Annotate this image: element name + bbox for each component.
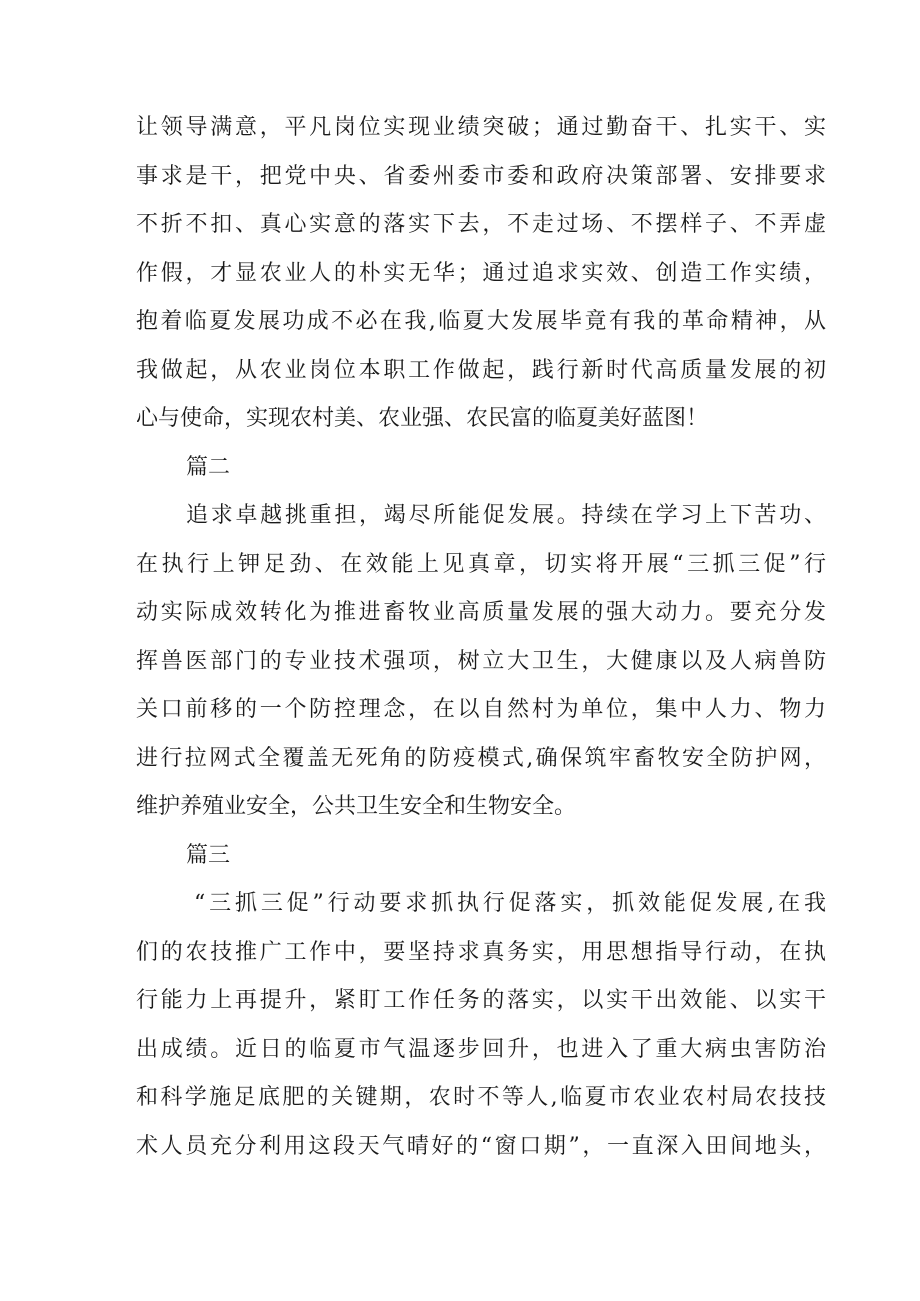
text-line: 动实际成效转化为推进畜牧业高质量发展的强大动力。要充分发 — [136, 600, 826, 625]
text-line: 作假，才显农业人的朴实无华；通过追求实效、创造工作实绩， — [136, 260, 826, 286]
text-line: 让领导满意，平凡岗位实现业绩突破；通过勤奋干、扎实干、实 — [136, 115, 826, 140]
text-line: 维护养殖业安全，公共卫生安全和生物安全。 — [136, 794, 577, 819]
text-line: 追求卓越挑重担，竭尽所能促发展。持续在学习上下苦功、 — [186, 503, 826, 528]
text-line: 和科学施足底肥的关键期，农时不等人,临夏市农业农村局农技技 — [136, 1085, 826, 1110]
text-line: 挥兽医部门的专业技术强项，树立大卫生，大健康以及人病兽防 — [136, 648, 826, 674]
section-one — [136, 104, 826, 444]
text-line: 在执行上钾足劲、在效能上见真章，切实将开展“三抓三促”行 — [136, 551, 826, 577]
text-line: 术人员充分利用这段天气晴好的“窗口期”，一直深入田间地头， — [136, 1133, 826, 1159]
text-line: 关口前移的一个防控理念，在以自然村为单位，集中人力、物力 — [136, 697, 826, 722]
text-line: 事求是干，把党中央、省委州委市委和政府决策部署、安排要求 — [136, 163, 826, 189]
text-line: 不折不扣、真心实意的落实下去，不走过场、不摆样子、不弄虚 — [136, 212, 826, 237]
text-line: 们的农技推广工作中，要坚持求真务实，用思想指导行动，在执 — [136, 939, 826, 965]
text-line: 行能力上再提升，紧盯工作任务的落实，以实干出效能、以实干 — [136, 988, 826, 1013]
text-line: 出成绩。近日的临夏市气温逐步回升，也进入了重大病虫害防治 — [136, 1036, 826, 1062]
text-line: 进行拉网式全覆盖无死角的防疫模式,确保筑牢畜牧安全防护网， — [136, 745, 826, 771]
text-line: 心与使命，实现农村美、农业强、农民富的临夏美好蓝图！ — [136, 406, 709, 431]
section-three — [136, 832, 826, 1172]
document-page — [136, 104, 826, 1171]
text-line: 抱着临夏发展功成不必在我,临夏大发展毕竟有我的革命精神，从 — [136, 309, 826, 334]
text-line: 我做起，从农业岗位本职工作做起，践行新时代高质量发展的初 — [136, 357, 826, 383]
section-two — [136, 444, 826, 832]
section-heading: 篇三 — [186, 842, 231, 868]
section-heading: 篇二 — [186, 454, 231, 480]
text-line: “三抓三促”行动要求抓执行促落实，抓效能促发展,在我 — [194, 891, 826, 916]
